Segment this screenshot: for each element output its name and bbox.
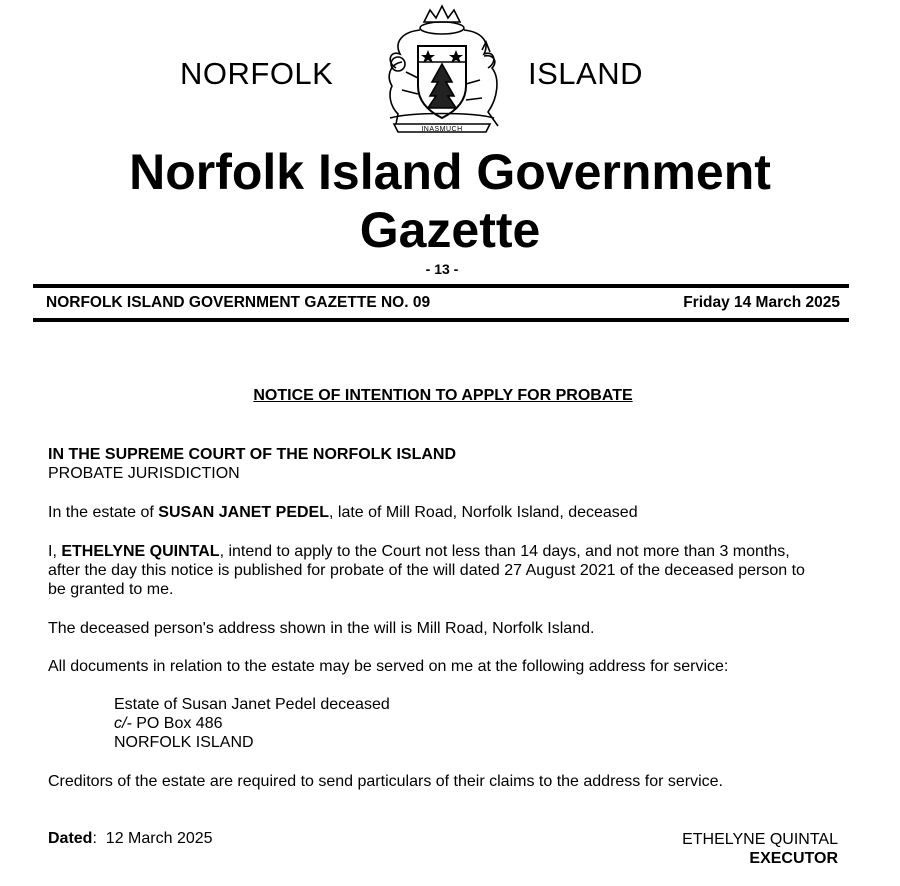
signature-block	[682, 830, 838, 868]
court-name: IN THE SUPREME COURT OF THE NORFOLK ISLAND	[48, 446, 456, 463]
gazette-date: Friday 14 March 2025	[683, 294, 840, 311]
intent-line1-rest: , intend to apply to the Court not less than 14 days, and not more than 3 months,	[219, 543, 790, 560]
care-of: c/-	[114, 715, 132, 732]
masthead	[0, 0, 900, 140]
gazette-title-line2: Gazette	[359, 202, 541, 258]
dated-line	[48, 830, 213, 848]
notice-heading: NOTICE OF INTENTION TO APPLY FOR PROBATE	[253, 387, 633, 404]
signer-name: ETHELYNE QUINTAL	[682, 831, 838, 848]
documents-line: All documents in relation to the estate may be served on me at the following address for service:	[48, 658, 729, 675]
gazette-issue: NORFOLK ISLAND GOVERNMENT GAZETTE NO. 09	[46, 294, 431, 311]
dated-label: Dated	[48, 830, 93, 847]
deceased-name: SUSAN JANET PEDEL	[158, 504, 329, 521]
service-line3: NORFOLK ISLAND	[114, 734, 254, 751]
service-address	[114, 695, 390, 752]
address-line: The deceased person's address shown in the will is Mill Road, Norfolk Island.	[48, 620, 595, 637]
divider-top	[33, 284, 849, 288]
signer-role: EXECUTOR	[749, 850, 838, 867]
divider-bottom	[33, 318, 849, 322]
page-number: - 13 -	[425, 261, 459, 277]
intent-line3: be granted to me.	[48, 581, 174, 598]
intent-line2: after the day this notice is published for probate of the will dated 27 August 2021 of the deceased person to	[48, 562, 805, 579]
creditors-line: Creditors of the estate are required to send particulars of their claims to the address for service.	[48, 773, 723, 790]
intent-paragraph	[48, 542, 848, 599]
masthead-right-word: ISLAND	[528, 56, 643, 91]
estate-suffix: , late of Mill Road, Norfolk Island, deceased	[329, 504, 638, 521]
intent-prefix: I,	[48, 543, 62, 560]
applicant-name: ETHELYNE QUINTAL	[61, 543, 220, 560]
court-block	[48, 445, 848, 483]
po-box: PO Box 486	[131, 715, 223, 732]
service-line1: Estate of Susan Janet Pedel deceased	[114, 696, 390, 713]
masthead-left-word: NORFOLK	[180, 56, 334, 91]
crest-motto: INASMUCH	[421, 126, 463, 133]
court-jurisdiction: PROBATE JURISDICTION	[48, 465, 240, 482]
coat-of-arms-icon	[372, 2, 512, 136]
dated-value: 12 March 2025	[105, 830, 213, 847]
gazette-title-line1: Norfolk Island Government	[129, 144, 771, 200]
estate-prefix: In the estate of	[48, 504, 159, 521]
estate-line	[48, 503, 848, 522]
dated-colon: :	[92, 830, 97, 847]
